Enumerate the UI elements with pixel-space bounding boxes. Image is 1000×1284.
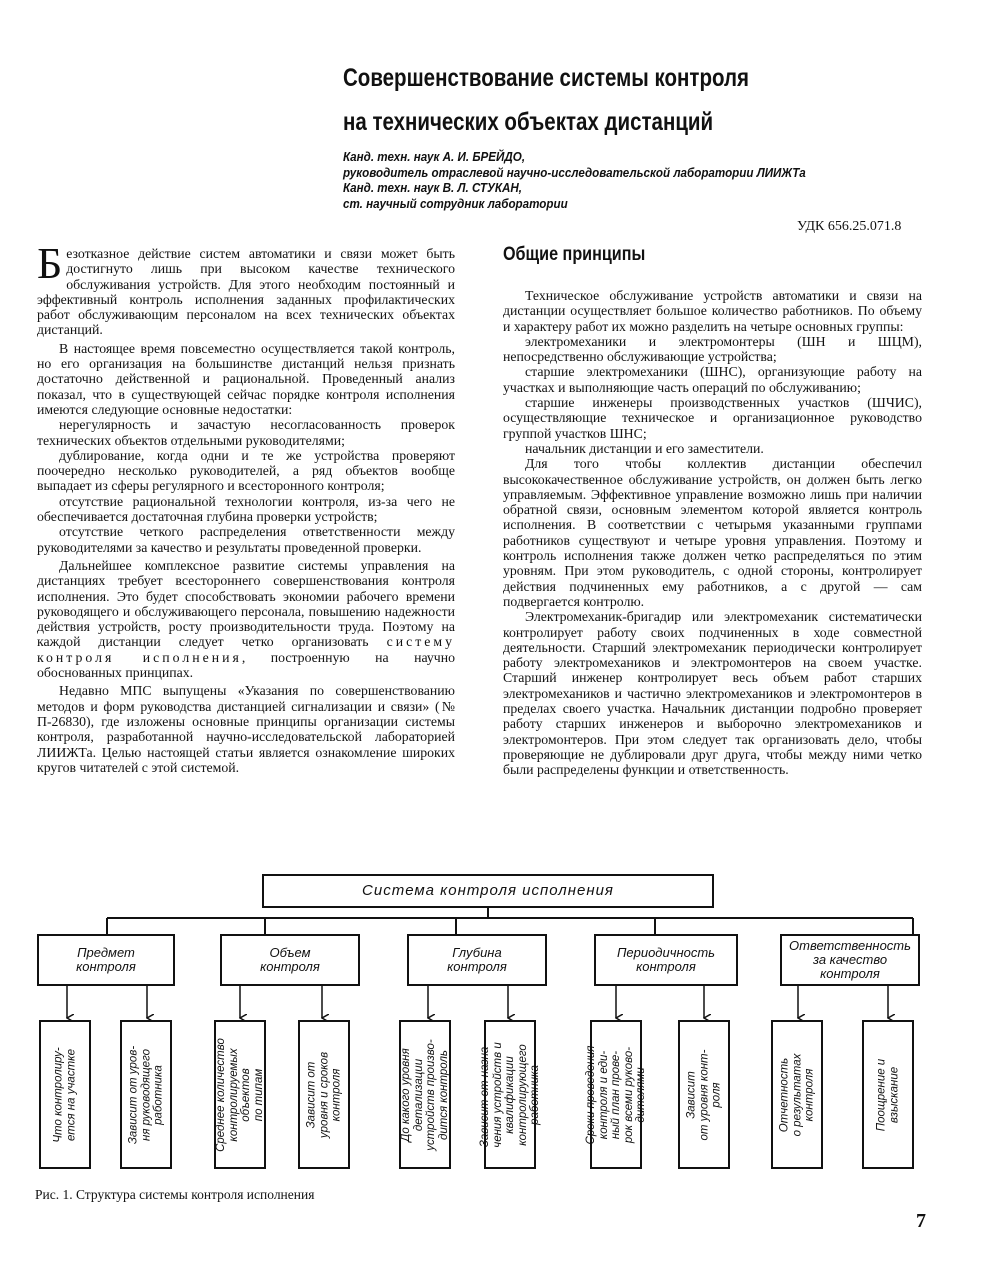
paragraph-part: Дальнейшее комплексное развитие системы управления на дистанциях требует всестороннего совершенствования контроля исполнения. Это будет способствовать экономии рабочего времени руководящего и обслуживающего персонала, повышению надежности действия устройств, росту производительности труда. Поэтому на каждой дистанции следует четко организовать (37, 557, 455, 650)
leaf-text: Зависит от уровня конт- роля (685, 1049, 723, 1140)
title-line-2: на технических объектах дистанций (343, 108, 714, 136)
leaf-box (678, 1020, 730, 1169)
list-item: отсутствие четкого распределения ответственности между руководителями за качество и результаты проведенной проверки. (37, 524, 455, 555)
paragraph: Для того чтобы коллектив дистанции обеспечил высококачественное обслуживание устройств, он должен быть легко управляемым. Эффективное управление возможно лишь при наличии обратной связи, основным элементом которой является контроль исполнения. В соответствии с четырьмя указанными группами работников существуют и четыре уровня управления. Поэтому и контроль исполнения также должен четко распределяться по этим уровням. При этом руководитель, с одной стороны, контролирует действия подчиненных ему работников, а с другой — сам подвергается контролю. (503, 456, 922, 609)
page-number: 7 (916, 1210, 926, 1232)
list-item: начальник дистанции и его заместители. (525, 440, 764, 456)
figure-caption: Рис. 1. Структура системы контроля исполнения (35, 1187, 315, 1202)
leaf-text: Зависит от уров- ня руководящего работника (127, 1045, 165, 1144)
leaf-box (399, 1020, 451, 1169)
leaf-box (120, 1020, 172, 1169)
author-1-name: Канд. техн. наук А. И. БРЕЙДО, (343, 150, 526, 164)
title-line-1: Совершенствование системы контроля (343, 64, 749, 92)
leaf-text: Сроки проведения контроля и еди- ный план прове- рок всеми руково- дителями (584, 1045, 647, 1144)
paragraph: В настоящее время повсеместно осуществляется такой контроль, но его организация на большинстве дистанций нельзя признать достаточно действенной и рациональной. Проведенный анализ показал, что в существующей сейчас порядке контроля исполнения имеются следующие основные недостатки: (37, 340, 455, 417)
list-item: дублирование, когда одни и те же устройства проверяют поочередно несколько руководителей, а ряд объектов вообще выпадает из сферы регулярного и всесторонного контроля; (37, 447, 455, 494)
leaf-box (298, 1020, 350, 1169)
drop-cap: Б (37, 239, 63, 288)
category-box-depth: Глубина контроля (407, 934, 547, 986)
leaf-box (584, 1020, 647, 1169)
list-item: электромеханики и электромонтеры (ШН и ШЦМ), непосредственно обслуживающие устройства; (503, 333, 922, 365)
left-column (37, 239, 456, 775)
diagram-root-box: Система контроля исполнения (262, 874, 714, 908)
category-box-volume: Объем контроля (220, 934, 360, 986)
leaf-text: Поощрение и взыскание (875, 1058, 900, 1131)
paragraph (37, 558, 455, 680)
leaf-box (478, 1020, 541, 1169)
intro-text: езотказное действие систем автоматики и связи может быть достигнуто лишь при высоком качестве технического обслуживания устройств. Для этого необходим постоянный и эффективный контроль исполнения заданных профилактических работ обслуживающим персоналом на всех технических объектах дистанций. (37, 246, 455, 338)
article-title (343, 56, 769, 144)
leaf-text: Зависит от назна- чения устройств и квалификации контролирующего работника (478, 1041, 541, 1148)
author-1-position: руководитель отраслевой научно-исследовательской лаборатории ЛИИЖТа (343, 165, 806, 180)
category-box-responsibility: Ответственность за качество контроля (780, 934, 920, 986)
udk-code: УДК 656.25.071.8 (797, 219, 902, 234)
paragraph-intro (37, 239, 455, 338)
section-heading: Общие принципы (503, 244, 646, 265)
list-item: нерегулярность и зачастую несогласованность проверок технических объектов отдельными руководителями; (37, 417, 455, 448)
leaf-text: Среднее количество контролируемых объектов по типам (215, 1037, 265, 1152)
author-2-position: ст. научный сотрудник лаборатории (343, 196, 568, 211)
emphasis-text: систему контроля исполнения (37, 634, 456, 665)
paragraph: Электромеханик-бригадир или электромеханик систематически контролирует работу своих подчиненных в ходе совместной деятельности. Старший электромеханик периодически контролирует работу электромехаников и электромонтеров на своем участке. Старший инженер контролирует весь объем работ старших электромехаников и частично электромехаников и электромонтеров в пределах своего участка. Начальник дистанции подробно проверяет работу старших инженеров и выборочно электромехаников и электромонтеров. При этом следует так организовать дело, чтобы проверяющие не дублировали друг друга, чтобы между ними четко были распределены функции и ответственность. (503, 609, 922, 778)
paragraph: Техническое обслуживание устройств автоматики и связи на дистанции осуществляет большое количество работников. По объему и характеру работ их можно разделить на четыре основных группы: (503, 288, 922, 334)
category-box-periodicity: Периодичность контроля (594, 934, 738, 986)
paragraph: Недавно МПС выпущены «Указания по совершенствованию методов и форм руководства дистанцией сигнализации и связи» (№ П-26830), где изложены основные принципы организации системы контроля, разработанной научно-исследовательской лабораторией ЛИИЖТа. Целью настоящей статьи является ознакомление широких кругов читателей с этой системой. (37, 683, 455, 775)
list-item: отсутствие рациональной технологии контроля, из-за чего не обеспечивается достаточная глубина проверки устройств; (37, 493, 455, 525)
structure-diagram (30, 872, 970, 1182)
leaf-text: До какого уровня детализации устройств произво- дится контроль (400, 1038, 450, 1151)
leaf-box (862, 1020, 914, 1169)
leaf-box (771, 1020, 823, 1169)
authors-block (343, 150, 806, 212)
leaf-text: Зависит от уровня и сроков контроля (305, 1051, 343, 1138)
author-2-name: Канд. техн. наук В. Л. СТУКАН, (343, 181, 523, 195)
category-box-subject: Предмет контроля (37, 934, 175, 986)
paragraph-part: , построенную на научно обоснованных принципах. (37, 649, 455, 681)
leaf-text: Отчетность о результатах контроля (778, 1053, 816, 1136)
list-item: старшие электромеханики (ШНС), организующие работу на участках и выполняющие часть операций по обслуживанию; (503, 364, 922, 395)
right-column (503, 288, 922, 778)
leaf-text: Что контролиру- ется на участке (52, 1046, 77, 1143)
leaf-box (214, 1020, 266, 1169)
list-item: старшие инженеры производственных участков (ШЧИС), осуществляющие техническое и организационное руководство группой участков ШНС; (503, 395, 922, 441)
leaf-box (39, 1020, 91, 1169)
